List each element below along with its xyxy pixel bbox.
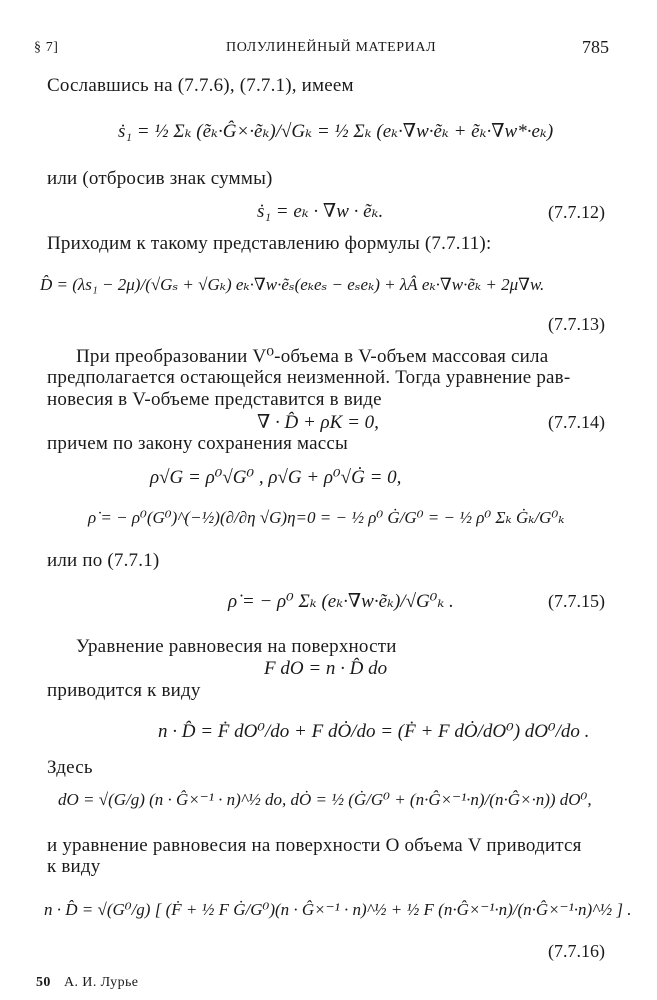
- equation-number-12: (7.7.12): [548, 202, 605, 222]
- paragraph-4-line-1: При преобразовании V⁰-объема в V-объем массовая сила: [76, 346, 549, 367]
- equation-s1: ṡ₁ = eₖ · ∇w · ẽₖ.: [257, 201, 384, 222]
- equation-surface-force: F dO = n · D̂ do: [264, 658, 388, 679]
- paragraph-4-line-3: новесия в V-объеме представится в виде: [47, 389, 382, 410]
- paragraph-5: причем по закону сохранения массы: [47, 433, 349, 454]
- paragraph-2: или (отбросив знак суммы): [47, 168, 273, 189]
- paragraph-3: Приходим к такому представлению формулы (7.7.11):: [47, 233, 492, 254]
- equation-number-16: (7.7.16): [548, 941, 605, 961]
- paragraph-9: Здесь: [47, 757, 93, 778]
- equation-mass-conservation: ρ√G = ρ⁰√G⁰ , ρ√G + ρ⁰√Ġ = 0,: [150, 467, 402, 488]
- equation-rho-dot: ρ̇ = − ρ⁰(G⁰)^(−½)(∂/∂η √G)η=0 = − ½ ρ⁰ Ġ/G⁰ = − ½ ρ⁰ Σₖ Ġₖ/G⁰ₖ: [88, 508, 565, 527]
- equation-number-15: (7.7.15): [548, 591, 605, 611]
- equation-equilibrium: ∇ · D̂ + ρK = 0,: [257, 412, 379, 433]
- equation-rho-dot-sum: ρ̇ = − ρ⁰ Σₖ (eₖ·∇w·ẽₖ)/√G⁰ₖ .: [228, 591, 454, 612]
- paragraph-7: Уравнение равновесия на поверхности: [76, 636, 397, 657]
- paragraph-1: Сославшись на (7.7.6), (7.7.1), имеем: [47, 75, 354, 96]
- paragraph-6: или по (7.7.1): [47, 550, 160, 571]
- equation-number-13: (7.7.13): [548, 314, 605, 334]
- equation-final: n · D̂ = √(G⁰/g) [ (Ḟ + ½ F Ġ/G⁰)(n · Ĝ×⁻¹ · n)^½ + ½ F (n·Ĝ×⁻¹·n)/(n·Ĝ×⁻¹·n)^½ ] .: [44, 900, 632, 919]
- equation-D-hat: D̂ = (λs₁ − 2μ)/(√Gₛ + √Gₖ) eₖ·∇w·ẽₛ(eₖeₛ − eₛeₖ) + λÂ eₖ·∇w·ẽₖ + 2μ∇w.: [40, 275, 545, 294]
- equation-number-14: (7.7.14): [548, 412, 605, 432]
- section-marker: § 7]: [34, 40, 59, 55]
- paragraph-10-line-2: к виду: [47, 856, 101, 877]
- paragraph-10-line-1: и уравнение равновесия на поверхности O объема V приводится: [47, 835, 582, 856]
- page-number: 785: [582, 37, 609, 57]
- signature-number: 50: [36, 975, 51, 990]
- running-title: ПОЛУЛИНЕЙНЫЙ МАТЕРИАЛ: [226, 40, 437, 55]
- paragraph-4-line-2: предполагается остающейся неизменной. Тогда уравнение рав-: [47, 367, 571, 388]
- equation-surface-equilibrium: n · D̂ = Ḟ dO⁰/do + F dȮ/do = (Ḟ + F dȮ/dO⁰) dO⁰/do .: [158, 721, 590, 742]
- equation-s1-sum: ṡ₁ = ½ Σₖ (ẽₖ·Ĝ×·ẽₖ)/√Gₖ = ½ Σₖ (eₖ·∇w·ẽₖ + ẽₖ·∇w*·eₖ): [118, 121, 554, 142]
- equation-dO: dO = √(G/g) (n · Ĝ×⁻¹ · n)^½ do, dȮ = ½ (Ġ/G⁰ + (n·Ĝ×⁻¹·n)/(n·Ĝ×·n)) dO⁰,: [58, 790, 592, 809]
- footer-author: А. И. Лурье: [64, 975, 139, 990]
- paragraph-8: приводится к виду: [47, 680, 201, 701]
